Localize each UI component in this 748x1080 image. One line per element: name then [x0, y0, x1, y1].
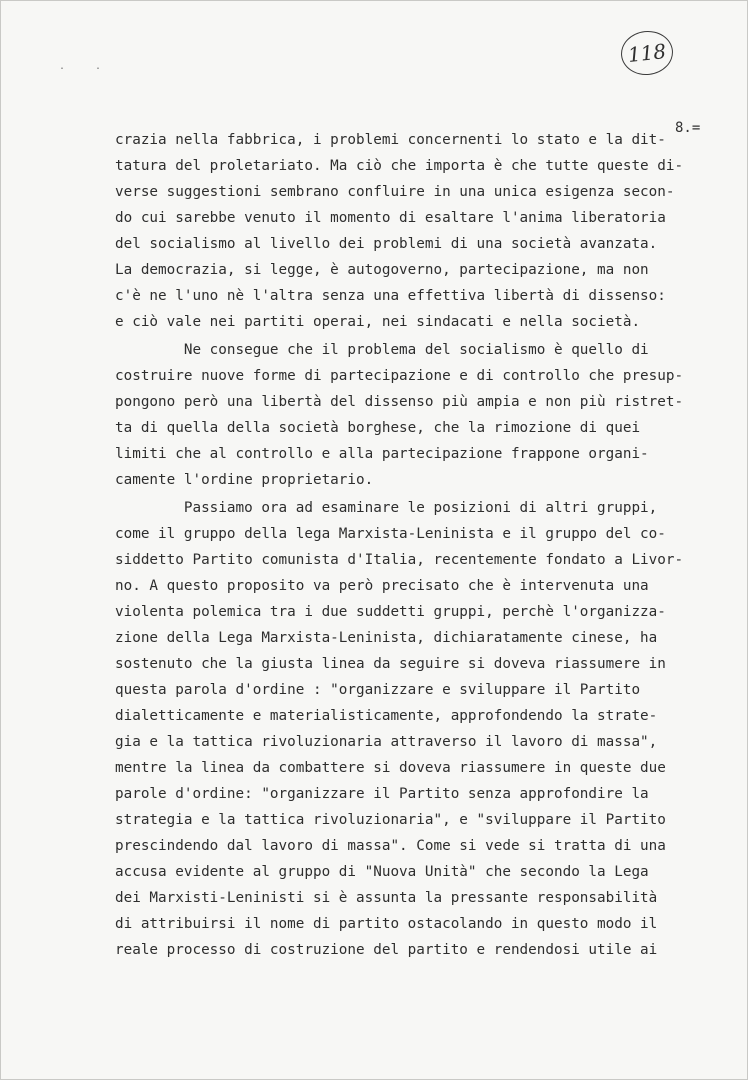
text-line: do cui sarebbe venuto il momento di esaltare l'anima liberatoria — [115, 210, 666, 226]
text-line: ta di quella della società borghese, che la rimozione di quei — [115, 420, 641, 436]
corner-dots: . . — [59, 61, 114, 72]
text-line: prescindendo dal lavoro di massa". Come si vede si tratta di una — [115, 838, 666, 854]
text-line: Passiamo ora ad esaminare le posizioni di altri gruppi, — [115, 500, 658, 516]
text-line: come il gruppo della lega Marxista-Leninista e il gruppo del co- — [115, 526, 666, 542]
text-line: sostenuto che la giusta linea da seguire si doveva riassumere in — [115, 656, 666, 672]
text-line: questa parola d'ordine : "organizzare e sviluppare il Partito — [115, 682, 641, 698]
text-line: verse suggestioni sembrano confluire in una unica esigenza secon- — [115, 184, 675, 200]
text-line: no. A questo proposito va però precisato che è intervenuta una — [115, 578, 649, 594]
text-line: mentre la linea da combattere si doveva riassumere in queste due — [115, 760, 666, 776]
text-line: c'è ne l'uno nè l'altra senza una effettiva libertà di dissenso: — [115, 288, 666, 304]
text-line: La democrazia, si legge, è autogoverno, partecipazione, ma non — [115, 262, 649, 278]
text-line: violenta polemica tra i due suddetti gruppi, perchè l'organizza- — [115, 604, 666, 620]
text-line: pongono però una libertà del dissenso più ampia e non più ristret- — [115, 394, 684, 410]
text-line: costruire nuove forme di partecipazione e di controllo che presup- — [115, 368, 684, 384]
text-line: dei Marxisti-Leninisti si è assunta la pressante responsabilità — [115, 890, 658, 906]
archive-stamp: 118 — [619, 28, 675, 77]
text-line: camente l'ordine proprietario. — [115, 472, 374, 488]
text-line: zione della Lega Marxista-Leninista, dichiaratamente cinese, ha — [115, 630, 658, 646]
text-line: limiti che al controllo e alla partecipazione frappone organi- — [115, 446, 649, 462]
text-line: parole d'ordine: "organizzare il Partito senza approfondire la — [115, 786, 649, 802]
text-line: accusa evidente al gruppo di "Nuova Unità" che secondo la Lega — [115, 864, 649, 880]
page-number: 8.= — [675, 120, 701, 136]
text-line: siddetto Partito comunista d'Italia, recentemente fondato a Livor- — [115, 552, 684, 568]
text-line: strategia e la tattica rivoluzionaria", e "sviluppare il Partito — [115, 812, 666, 828]
text-line: dialetticamente e materialisticamente, approfondendo la strate- — [115, 708, 658, 724]
text-line: del socialismo al livello dei problemi di una società avanzata. — [115, 236, 658, 252]
text-line: Ne consegue che il problema del socialismo è quello di — [115, 342, 649, 358]
text-line: di attribuirsi il nome di partito ostacolando in questo modo il — [115, 916, 658, 932]
text-line: e ciò vale nei partiti operai, nei sindacati e nella società. — [115, 314, 641, 330]
text-line: gia e la tattica rivoluzionaria attraverso il lavoro di massa", — [115, 734, 658, 750]
text-line: tatura del proletariato. Ma ciò che importa è che tutte queste di- — [115, 158, 684, 174]
text-line: crazia nella fabbrica, i problemi concernenti lo stato e la dit- — [115, 132, 666, 148]
text-line: reale processo di costruzione del partito e rendendosi utile ai — [115, 942, 658, 958]
